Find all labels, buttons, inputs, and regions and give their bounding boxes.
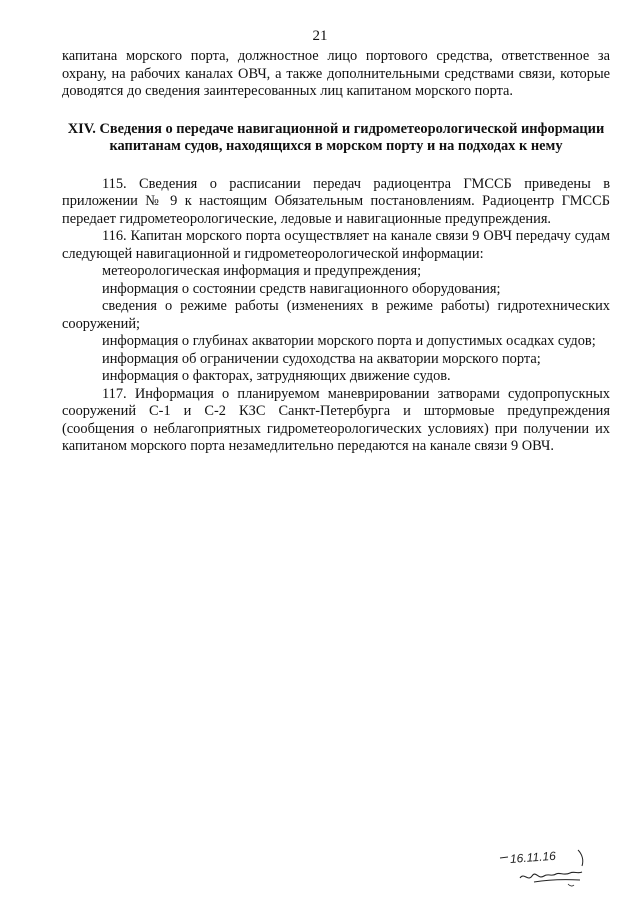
paragraph-116: 116. Капитан морского порта осуществляет на канале связи 9 ОВЧ передачу судам следующей навигационной и гидрометеорологической информации:	[62, 228, 610, 262]
list-item: информация об ограничении судоходства на акватории морского порта;	[102, 350, 541, 367]
signature-date: 16.11.16	[509, 848, 557, 866]
section-heading: XIV. Сведения о передаче навигационной и гидрометеорологической информации капитанам судов, находящихся в морском порту и на подходах к нему	[67, 120, 605, 154]
intro-paragraph: капитана морского порта, должностное лицо портового средства, ответственное за охрану, на рабочих каналах ОВЧ, а также дополнительными средствами связи, которые доводятся до сведения заинтересованных лиц капитаном морского порта.	[62, 48, 610, 99]
paragraph-117: 117. Информация о планируемом маневрировании затворами судопропускных сооружений С-1 и С-2 КЗС Санкт-Петербурга и штормовые предупреждения (сообщения о неблагоприятных гидрометеорологических условиях) при получении их капитаном морского порта незамедлительно передаются на канале связи 9 ОВЧ.	[62, 385, 610, 454]
list-item: информация о состоянии средств навигационного оборудования;	[102, 280, 501, 297]
list-item: информация о глубинах акватории морского порта и допустимых осадках судов;	[102, 333, 596, 349]
handwritten-signature	[498, 846, 598, 892]
list-item: сведения о режиме работы (изменениях в режиме работы) гидротехнических сооружений;	[62, 298, 610, 332]
list-item: метеорологическая информация и предупреждения;	[102, 263, 422, 279]
list-item: информация о факторах, затрудняющих движение судов.	[102, 368, 451, 384]
document-body	[62, 48, 610, 456]
page-number: 21	[312, 28, 328, 44]
paragraph-115: 115. Сведения о расписании передач радиоцентра ГМССБ приведены в приложении № 9 к настоящим Обязательным постановлениям. Радиоцентр ГМССБ передает гидрометеорологические, ледовые и навигационные предупреждения.	[62, 175, 610, 227]
signature-drawing	[498, 846, 598, 892]
